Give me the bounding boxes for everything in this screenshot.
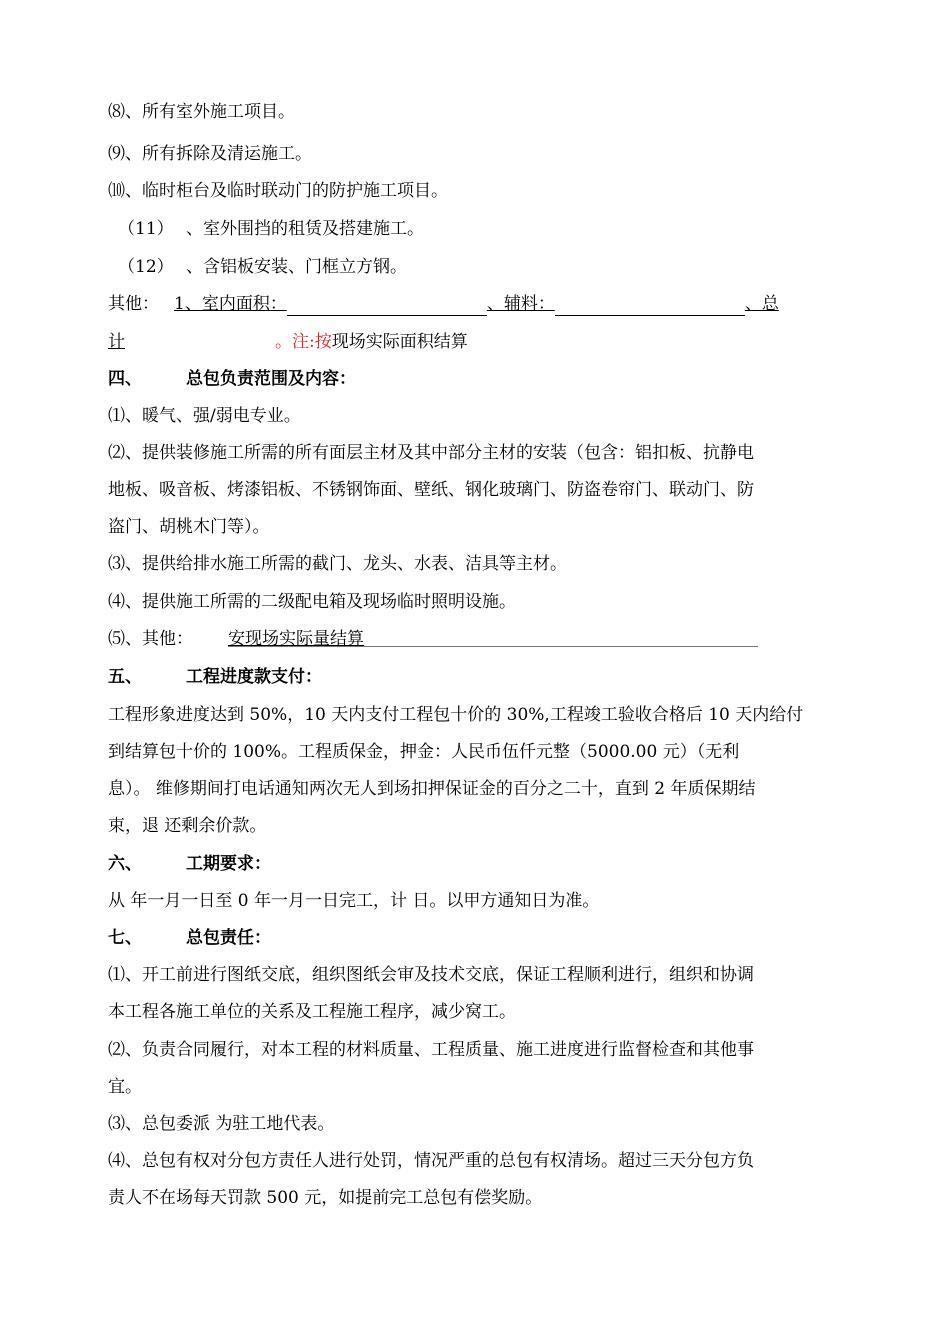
total-label-cont: 计: [108, 332, 125, 352]
sec5-line-3: 息）。 维修期间打电话通知两次无人到场扣押保证金的百分之二十，直到 2 年质保期结: [108, 779, 756, 799]
item-8: ⑻、所有室外施工项目。: [108, 102, 295, 122]
sec7-line-7: 责人不在场每天罚款 500 元，如提前完工总包有偿奖励。: [108, 1188, 543, 1208]
section-7-title: 总包责任：: [186, 928, 271, 948]
total-blank: [125, 336, 275, 354]
sec4-line-2: ⑵、提供装修施工所需的所有面层主材及其中部分主材的安装（包含：铝扣板、抗静电: [108, 443, 754, 463]
other-line: [108, 292, 779, 316]
item-12: [118, 255, 407, 279]
total-label: 、总: [744, 294, 779, 314]
sec7-line-6: ⑷、总包有权对分包方责任人进行处罚，情况严重的总包有权清场。超过三天分包方负: [108, 1151, 754, 1171]
area-blank: [287, 297, 487, 316]
item-10: ⑽、临时柜台及临时联动门的防护施工项目。: [108, 181, 448, 201]
sec7-line-2: 本工程各施工单位的关系及工程施工程序，减少窝工。: [108, 1002, 516, 1022]
item-9: ⑼、所有拆除及清运施工。: [108, 144, 312, 164]
aux-blank: [555, 297, 745, 316]
sec5-line-2: 到结算包十价的 100%。工程质保金，押金：人民币伍仟元整（5000.00 元）（无利: [108, 742, 740, 762]
sec5-line-4: 束，退 还剩余价款。: [108, 816, 267, 836]
section-6-title: 工期要求：: [186, 854, 271, 874]
section-7-heading: [108, 926, 271, 950]
sec7-line-5: ⑶、总包委派 为驻工地代表。: [108, 1114, 335, 1134]
sec4-item-5: [108, 627, 364, 651]
section-6-number: 六、: [108, 854, 142, 874]
other-line-2: [108, 330, 468, 354]
sec5-line-1: 工程形象进度达到 50%，10 天内支付工程包十价的 30%,工程竣工验收合格后 10 天内给付: [108, 705, 804, 725]
sec7-line-1: ⑴、开工前进行图纸交底，组织图纸会审及技术交底，保证工程顺利进行，组织和协调: [108, 965, 754, 985]
section-5-heading: [108, 665, 322, 689]
sec4-line-1: ⑴、暖气、强/弱电专业。: [108, 406, 301, 426]
aux-label: 、辅料：: [486, 294, 555, 314]
note-red: 。注:按: [275, 332, 332, 352]
sec4-line-4: 盗门、胡桃木门等）。: [108, 517, 270, 537]
sec6-line: 从 年一月一日至 0 年一月一日完工，计 日。以甲方通知日为准。: [108, 891, 600, 911]
sec4-line-5: ⑶、提供给排水施工所需的截门、龙头、水表、洁具等主材。: [108, 554, 567, 574]
sec7-line-3: ⑵、负责合同履行，对本工程的材料质量、工程质量、施工进度进行监督检查和其他事: [108, 1040, 754, 1060]
item-11: [118, 217, 424, 241]
area-label: 1、室内面积：: [174, 294, 287, 314]
sec7-line-4: 宜。: [108, 1077, 142, 1097]
item-5-label: ⑸、其他：: [108, 629, 193, 649]
item-12-number: （12）: [118, 257, 174, 277]
item-12-text: 、含铝板安装、门框立方钢。: [186, 257, 407, 277]
section-6-heading: [108, 852, 271, 876]
sec4-line-6: ⑷、提供施工所需的二级配电箱及现场临时照明设施。: [108, 592, 516, 612]
item-11-text: 、室外围挡的租赁及搭建施工。: [186, 219, 424, 239]
section-4-title: 总包负责范围及内容：: [186, 369, 356, 389]
item-11-number: （11）: [118, 219, 174, 239]
item-5-rule: [228, 646, 758, 647]
section-5-number: 五、: [108, 667, 142, 687]
sec4-line-3: 地板、吸音板、烤漆铝板、不锈钢饰面、壁纸、钢化玻璃门、防盗卷帘门、联动门、防: [108, 480, 754, 500]
section-4-heading: [108, 367, 356, 391]
section-7-number: 七、: [108, 928, 142, 948]
section-5-title: 工程进度款支付：: [186, 667, 322, 687]
other-label: 其他：: [108, 294, 159, 314]
note-text: 现场实际面积结算: [331, 332, 468, 352]
section-4-number: 四、: [108, 369, 142, 389]
item-5-value: 安现场实际量结算: [228, 629, 364, 649]
